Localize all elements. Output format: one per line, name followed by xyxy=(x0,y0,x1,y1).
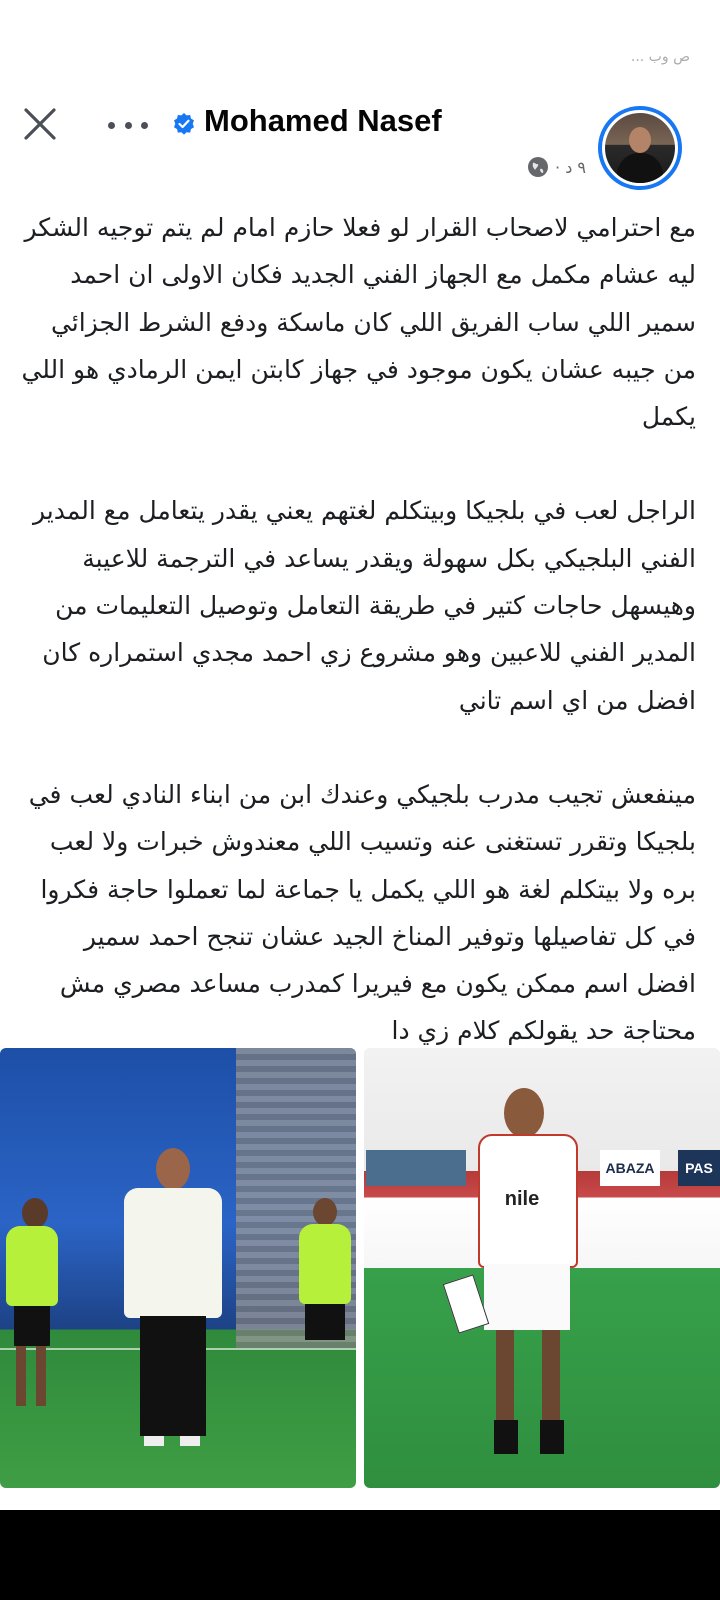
coach-figure xyxy=(462,1088,592,1468)
post-paragraph: الراجل لعب في بلجيكا وبيتكلم لغتهم يعني يقدر يتعامل مع المدير الفني البلجيكي بكل سهولة ويقدر يساعد في الترجمة للاعيبة وهيسهل حاجات كتير في طريقة التعامل وتوصيل التعليمات من المدير الفني للاعبين وهو مشروع زي احمد مجدي استمراره كان افضل من اي اسم تاني xyxy=(32,496,696,715)
close-icon[interactable] xyxy=(20,104,60,144)
author-name[interactable]: Mohamed Nasef xyxy=(204,103,442,138)
post-photo-left[interactable] xyxy=(0,1048,356,1488)
coach-figure xyxy=(118,1148,228,1488)
previous-post-fragment: ص وب ... xyxy=(630,52,690,65)
post-header xyxy=(0,96,720,196)
post-paragraph: مينفعش تجيب مدرب بلجيكي وعندك ابن من ابناء النادي لعب في بلجيكا وتقرر تستغنى عنه وتسيب اللي معندوش خبرات ولا لعب بره ولا بيتكلم لغة هو اللي يكمل يا جماعة لما تعملوا حاجة فكروا في كل تفاصيلها وتوفير المناخ الجيد عشان تنجح احمد سمير افضل اسم ممكن يكون مع فيريرا كمدرب مساعد مصري مش محتاجة حد يقولكم كلام زي دا xyxy=(28,779,696,1046)
player-figure xyxy=(0,1198,70,1428)
post-timestamp[interactable]: ٩ د · xyxy=(555,157,586,177)
system-navigation-bar xyxy=(0,1510,720,1600)
player-figure xyxy=(295,1198,355,1398)
avatar-image xyxy=(605,113,675,183)
stadium-banner: ABAZA xyxy=(600,1150,660,1186)
post-body xyxy=(20,204,696,1055)
more-options-icon[interactable] xyxy=(108,120,148,130)
globe-icon[interactable] xyxy=(527,156,549,178)
shirt-text: nile xyxy=(504,1188,540,1210)
post-meta xyxy=(527,156,586,178)
stadium-banner xyxy=(366,1150,466,1186)
verified-badge-icon xyxy=(172,112,196,136)
post-paragraph: مع احترامي لاصحاب القرار لو فعلا حازم امام لم يتم توجيه الشكر ليه عشام مكمل مع الجهاز الفني الجديد فكان الاولى ان احمد سمير اللي ساب الفريق اللي كان ماسكة ودفع الشرط الجزائي من جيبه عشان يكون موجود في جهاز كابتن ايمن الرمادي هو اللي يكمل xyxy=(21,213,696,432)
post-photo-right[interactable] xyxy=(364,1048,720,1488)
stadium-banner: PAS xyxy=(678,1150,720,1186)
avatar[interactable] xyxy=(598,106,682,190)
